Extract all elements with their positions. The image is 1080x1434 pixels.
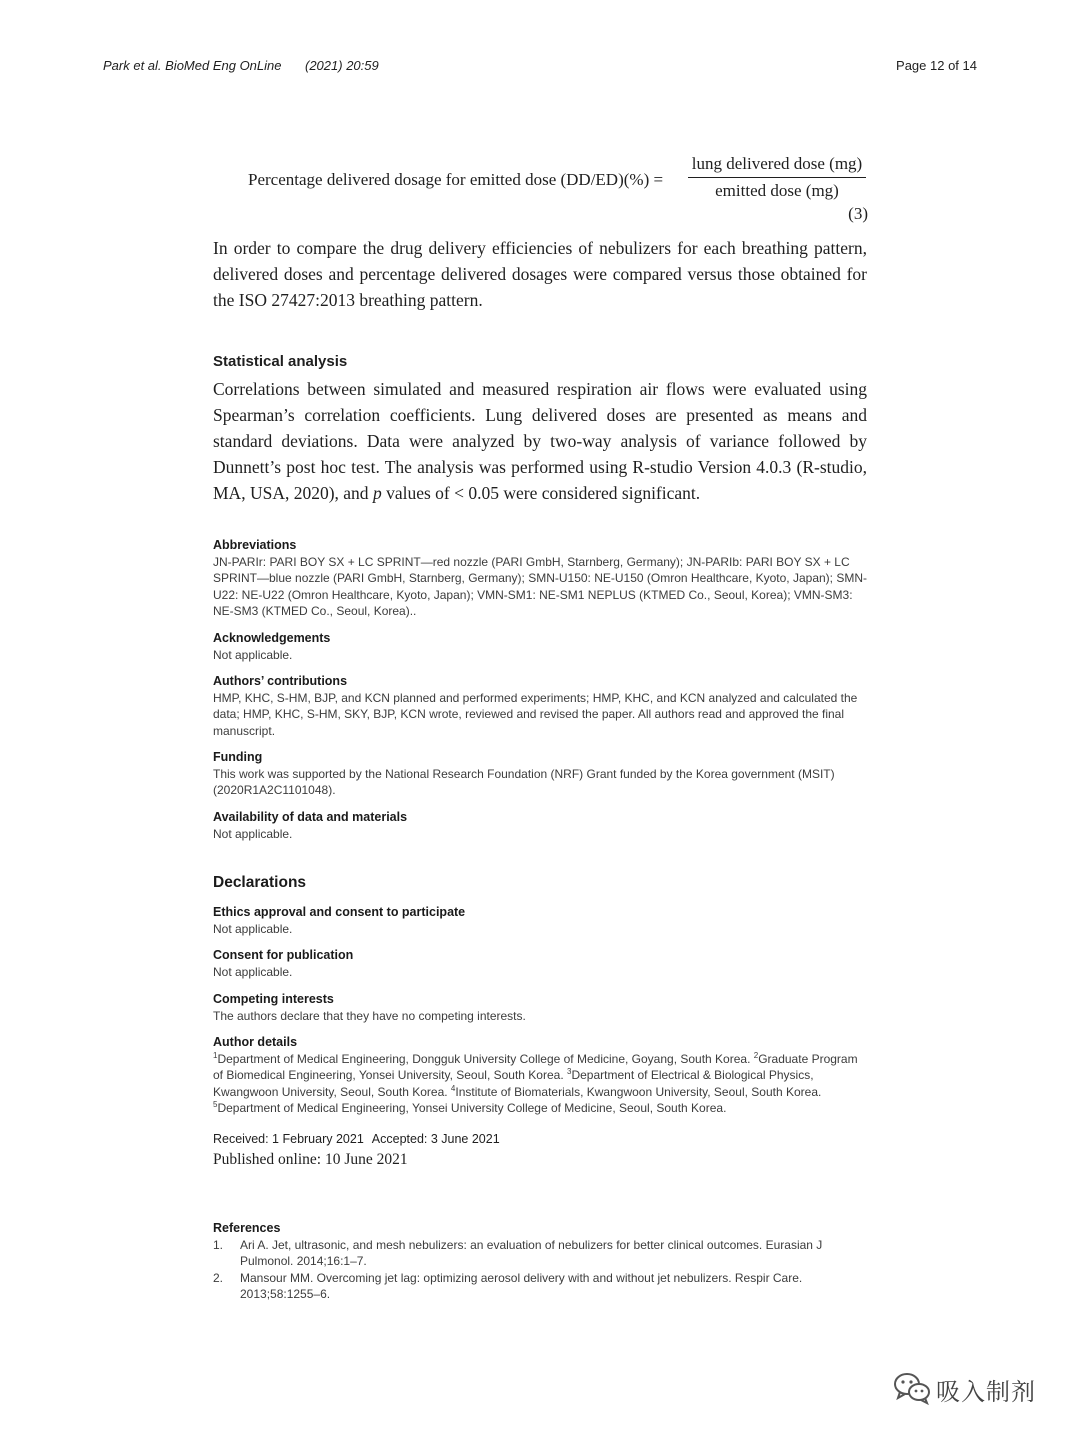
contributions-heading: Authors’ contributions <box>213 674 348 688</box>
accepted-date: Accepted: 3 June 2021 <box>371 1132 500 1146</box>
affiliation-number: 4 <box>450 1083 456 1093</box>
abbreviations-heading: Abbreviations <box>213 538 297 552</box>
affiliation-number: 2 <box>753 1050 759 1060</box>
funding-heading: Funding <box>213 750 263 764</box>
affiliation-number: 1 <box>213 1050 218 1060</box>
affiliations-text <box>213 1051 867 1117</box>
affiliation: Department of Medical Engineering, Yonsei University College of Medicine, Seoul, South Korea. <box>217 1101 727 1115</box>
availability-section <box>213 809 867 842</box>
reference-item <box>213 1237 867 1270</box>
affiliation: Department of Medical Engineering, Dongguk University College of Medicine, Goyang, South Korea. <box>217 1051 754 1066</box>
paragraph-comparison: In order to compare the drug delivery efficiencies of nebulizers for each breathing pattern, delivered doses and percentage delivered dosages were compared versus those obtained for the ISO 27427:2013 breathing pattern. <box>213 238 867 310</box>
ethics-heading: Ethics approval and consent to participate <box>213 905 466 919</box>
availability-heading: Availability of data and materials <box>213 810 408 824</box>
affiliation: Department of Electrical & Biological Physics, Kwangwoon University, Seoul, South Korea. <box>213 1068 814 1099</box>
running-head <box>103 58 977 78</box>
ethics-text: Not applicable. <box>213 921 293 936</box>
received-accepted-dates <box>213 1132 500 1146</box>
contributions-section <box>213 673 867 739</box>
consent-text: Not applicable. <box>213 964 293 979</box>
competing-heading: Competing interests <box>213 992 334 1006</box>
affiliation: Institute of Biomaterials, Kwangwoon University, Seoul, South Korea. <box>455 1084 822 1099</box>
funding-section <box>213 749 867 799</box>
statistical-analysis-heading: Statistical analysis <box>213 353 348 370</box>
ethics-section <box>213 904 867 937</box>
references-heading: References <box>213 1221 281 1235</box>
reference-number: 2. <box>213 1270 224 1285</box>
journal-citation: Park et al. BioMed Eng OnLine <box>103 58 282 73</box>
p-symbol: p <box>372 483 382 503</box>
reference-number: 1. <box>213 1237 224 1252</box>
received-date: Received: 1 February 2021 <box>213 1132 364 1146</box>
equation-numerator: lung delivered dose (mg) <box>688 154 866 178</box>
affiliation-number: 3 <box>567 1067 572 1076</box>
competing-text: The authors declare that they have no competing interests. <box>213 1008 526 1023</box>
watermark <box>890 1366 1050 1410</box>
reference-text: Ari A. Jet, ultrasonic, and mesh nebulizers: an evaluation of nebulizers for better clinical outcomes. Eurasian J Pulmonol. 2014;16:1–7. <box>240 1237 823 1268</box>
competing-interests-section <box>213 991 867 1024</box>
year-volume: (2021) 20:59 <box>305 58 379 73</box>
author-details-section <box>213 1034 867 1117</box>
equation-fraction <box>688 154 866 201</box>
equation-number: (3) <box>848 204 868 223</box>
acknowledgements-heading: Acknowledgements <box>213 631 331 645</box>
contributions-text: HMP, KHC, S-HM, BJP, and KCN planned and performed experiments; HMP, KHC, and KCN analyzed and calculated the data; HMP, KHC, S-HM, SKY, BJP, KCN wrote, reviewed and revised the paper. All authors read and approved the final manuscript. <box>213 690 858 738</box>
acknowledgements-text: Not applicable. <box>213 647 293 662</box>
author-details-heading: Author details <box>213 1035 298 1049</box>
consent-section <box>213 947 867 980</box>
declarations-heading: Declarations <box>213 874 307 891</box>
abbreviations-section <box>213 537 867 620</box>
affiliation-number: 5 <box>213 1100 218 1109</box>
equation-3 <box>248 154 868 226</box>
funding-text: This work was supported by the National Research Foundation (NRF) Grant funded by the Korea government (MSIT) (2020R1A2C1101048). <box>213 766 835 797</box>
abbreviations-text: JN-PARIr: PARI BOY SX + LC SPRINT—red nozzle (PARI GmbH, Starnberg, Germany); JN-PARIb: PARI BOY SX + LC SPRINT—blue nozzle (PARI GmbH, Starnberg, Germany); SMN-U150: NE-U150 (Omron Healthcare, Kyoto, Japan); SMN-U22: NE-U22 (Omron Healthcare, Kyoto, Japan); VMN-SM1: NE-SM1 NEPLUS (KTMED Co., Seoul, Korea); VMN-SM3: NE-SM3 (KTMED Co., Seoul, Korea).. <box>213 554 867 618</box>
reference-text: Mansour MM. Overcoming jet lag: optimizing aerosol delivery with and without jet nebulizers. Respir Care. 2013;58:1255–6. <box>240 1270 803 1301</box>
watermark-text: 吸入制剂 <box>936 1378 1036 1406</box>
stat-text-a: Correlations between simulated and measured respiration air flows were evaluated using Spearman’s correlation coefficients. Lung delivered doses are presented as means and standard deviations. Data were analyzed by two-way analysis of variance followed by Dunnett’s post hoc test. The analysis was performed using R-studio Version 4.0.3 (R-studio, MA, USA, 2020), and <box>213 379 867 503</box>
reference-item <box>213 1270 867 1303</box>
stat-text-b: values of < 0.05 were considered significant. <box>381 483 701 503</box>
consent-heading: Consent for publication <box>213 948 354 962</box>
wechat-icon <box>892 1370 932 1406</box>
equation-lhs: Percentage delivered dosage for emitted dose (DD/ED)(%) = <box>248 170 664 189</box>
published-date: Published online: 10 June 2021 <box>213 1151 408 1168</box>
references-section <box>213 1220 867 1303</box>
availability-text: Not applicable. <box>213 826 293 841</box>
paragraph-statistical-analysis <box>213 376 867 506</box>
acknowledgements-section <box>213 630 867 663</box>
equation-denominator: emitted dose (mg) <box>715 181 839 200</box>
page-number: Page 12 of 14 <box>896 58 977 73</box>
affiliation: Graduate Program of Biomedical Engineering, Yonsei University, Seoul, South Korea. <box>213 1051 858 1082</box>
